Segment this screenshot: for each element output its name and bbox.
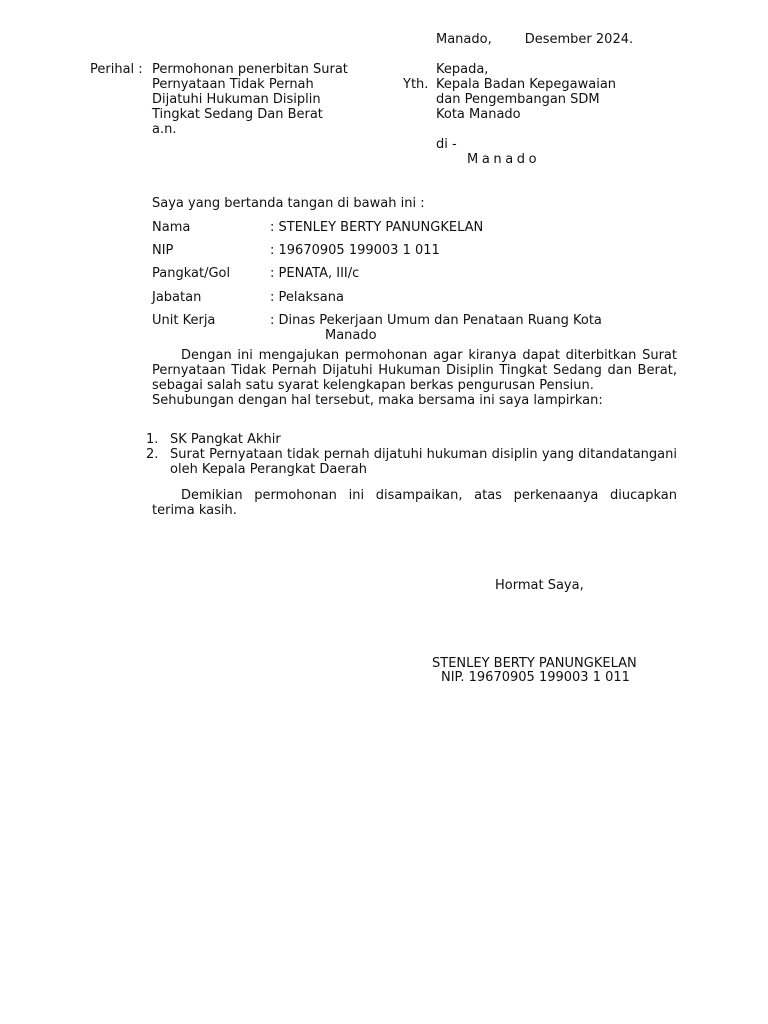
- letter-city: Manado,: [436, 32, 492, 47]
- subject-line: Pernyataan Tidak Pernah: [152, 77, 314, 92]
- salutation: Hormat Saya,: [495, 578, 584, 593]
- field-label-pangkat: Pangkat/Gol: [152, 266, 231, 281]
- list-item-text: SK Pangkat Akhir: [170, 432, 281, 447]
- list-item: [146, 432, 677, 447]
- subject-label: Perihal :: [90, 62, 143, 77]
- unit-kerja-line: : Dinas Pekerjaan Umum dan Penataan Ruang Kota: [270, 313, 602, 328]
- field-label-jabatan: Jabatan: [152, 290, 202, 305]
- list-item-number: 2.: [146, 447, 159, 462]
- closing-paragraph: Demikian permohonan ini disampaikan, atas perkenaanya diucapkan terima kasih.: [152, 488, 677, 518]
- recipient-di: di -: [436, 137, 457, 152]
- list-item-number: 1.: [146, 432, 159, 447]
- subject-line: Dijatuhi Hukuman Disiplin: [152, 92, 321, 107]
- recipient-yth: Yth.: [403, 77, 429, 92]
- subject-line: Tingkat Sedang Dan Berat: [152, 107, 323, 122]
- field-value-pangkat: : PENATA, III/c: [270, 266, 360, 281]
- unit-kerja-line-cont: Manado: [325, 328, 377, 343]
- recipient-place: Manado: [467, 152, 541, 167]
- field-label-nip: NIP: [152, 243, 174, 258]
- field-value-nip: : 19670905 199003 1 011: [270, 243, 440, 258]
- field-value-nama: : STENLEY BERTY PANUNGKELAN: [270, 220, 484, 235]
- subject-line: a.n.: [152, 122, 177, 137]
- signer-name: STENLEY BERTY PANUNGKELAN: [432, 656, 637, 671]
- field-label-unit-kerja: Unit Kerja: [152, 313, 216, 328]
- subject-text: [152, 62, 382, 137]
- attachment-list: [146, 432, 677, 477]
- list-item-text: Surat Pernyataan tidak pernah dijatuhi hukuman disiplin yang ditandatangani oleh Kepala Perangkat Daerah: [170, 447, 677, 477]
- intro-text: Saya yang bertanda tangan di bawah ini :: [152, 196, 425, 211]
- attachment-intro: Sehubungan dengan hal tersebut, maka bersama ini saya lampirkan:: [152, 393, 603, 408]
- field-value-jabatan: : Pelaksana: [270, 290, 344, 305]
- recipient-line: Kota Manado: [436, 107, 521, 122]
- list-item: [146, 447, 677, 477]
- subject-line: Permohonan penerbitan Surat: [152, 62, 348, 77]
- recipient-kepada: Kepada,: [436, 62, 489, 77]
- request-text: Dengan ini mengajukan permohonan agar kiranya dapat diterbitkan Surat Pernyataan Tidak Pernah Dijatuhi Hukuman Disiplin Tingkat Sedang dan Berat, sebagai salah satu syarat kelengkapan berkas pengurusan Pensiun.: [152, 348, 677, 393]
- recipient-line: Kepala Badan Kepegawaian: [436, 77, 617, 92]
- request-paragraph: [152, 348, 677, 408]
- letter-month-year: Desember 2024.: [524, 32, 634, 47]
- letter-date: [436, 32, 633, 47]
- recipient-line: dan Pengembangan SDM: [436, 92, 600, 107]
- field-value-unit-kerja: [270, 313, 602, 343]
- recipient-address: [436, 77, 616, 122]
- field-label-nama: Nama: [152, 220, 191, 235]
- signer-nip: NIP. 19670905 199003 1 011: [441, 670, 630, 685]
